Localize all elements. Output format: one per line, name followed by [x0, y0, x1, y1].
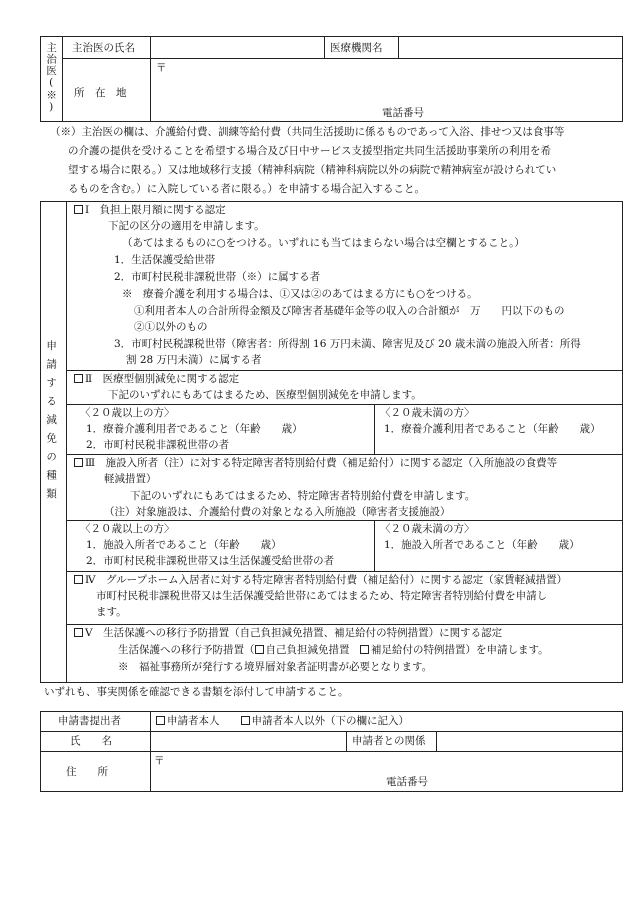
- doctor-name-field[interactable]: [152, 38, 322, 56]
- submitter-postal-mark: 〒: [154, 755, 165, 767]
- section3-note: （注）対象施設は、介護給付費の対象となる入所施設（障害者支援施設）: [104, 506, 451, 518]
- section1-option-1[interactable]: 1．生活保護受給世帯: [114, 254, 216, 266]
- doctor-note-line: 望する場合に限る。）又は地域移行支援（精神科病院（精神科病院以外の病院で精神病室が設けられてい: [68, 164, 557, 176]
- reduction-type-label: 申請する減免の種類: [45, 340, 58, 507]
- submitter-self-label: 申請者本人: [167, 715, 220, 727]
- submitter-phone-label: 電話番号: [386, 776, 428, 788]
- submitter-address-label: 住 所: [66, 766, 108, 778]
- checkbox[interactable]: [74, 575, 83, 584]
- section3-title-cont: 軽減措置）: [104, 473, 157, 485]
- section5-option-1: 自己負担減免措置: [265, 644, 350, 656]
- section2-right-item[interactable]: 1．療養介護利用者であること（年齢 歳）: [384, 423, 601, 435]
- section2-left-item[interactable]: 2．市町村民税非課税世帯の者: [86, 439, 230, 451]
- divider: [66, 520, 623, 521]
- section1-suboption-1[interactable]: ①利用者本人の合計所得金額及び障害者基礎年金等の収入の合計額が 万 円以下のもの: [134, 305, 565, 317]
- section1-title: Ⅰ 負担上限月額に関する認定: [74, 204, 226, 217]
- section3-right-head: 〈２０歳未満の方〉: [380, 523, 475, 535]
- submitter-other-checkbox[interactable]: [241, 716, 250, 725]
- divider: [40, 731, 623, 732]
- divider: [346, 731, 347, 751]
- doctor-address-label: 所 在 地: [74, 87, 127, 99]
- section5-note: ※ 福祉事務所が発行する境界層対象者証明書が必要となります。: [118, 661, 433, 673]
- section2-text: 下記のいずれにもあてはまるため、医療型個別減免を申請します。: [108, 389, 422, 401]
- doctor-phone-label: 電話番号: [382, 107, 424, 119]
- section5-text: 生活保護への移行予防措置（: [118, 644, 255, 656]
- footer-note: いずれも、事実関係を確認できる書類を添付して申請すること。: [44, 686, 349, 698]
- section5-line: [118, 644, 549, 657]
- checkbox[interactable]: [74, 374, 83, 383]
- section3-title: Ⅲ 施設入所者（注）に対する特定障害者特別給付費（補足給付）に関する認定（入所施設の食費等: [74, 457, 557, 470]
- divider: [66, 454, 623, 455]
- section5-title: Ⅴ 生活保護への移行予防措置（自己負担減免措置、補足給付の特例措置）に関する認定: [74, 627, 502, 640]
- section2-left-item[interactable]: 1．療養介護利用者であること（年齢 歳）: [86, 423, 303, 435]
- divider: [66, 624, 623, 625]
- submitter-other-label: 申請者本人以外（下の欄に記入）: [251, 715, 409, 727]
- institution-label: 医療機関名: [330, 42, 383, 54]
- submitter-options: [156, 715, 409, 728]
- section3-right-item[interactable]: 1．施設入所者であること（年齢 歳）: [384, 539, 580, 551]
- divider: [436, 731, 437, 751]
- section3-text: 下記のいずれにもあてはまるため、特定障害者特別給付費を申請します。: [130, 490, 476, 502]
- divider: [66, 571, 623, 572]
- doctor-side-label: 主治医(※): [45, 42, 58, 114]
- doctor-postal-mark: 〒: [156, 62, 167, 74]
- section5-option-2: 補足給付の特例措置: [371, 644, 466, 656]
- submitter-self-checkbox[interactable]: [156, 716, 165, 725]
- section4-text: 市町村民税非課税世帯又は生活保護受給世帯にあてはまるため、特定障害者特別給付費を申請し: [96, 590, 548, 602]
- section3-left-item[interactable]: 2．市町村民税非課税世帯又は生活保護受給世帯の者: [86, 555, 335, 567]
- divider: [374, 404, 375, 454]
- doctor-note-line: るものを含む。）に入院している者に限る。）を申請する場合記入すること。: [68, 183, 425, 195]
- divider: [40, 751, 623, 752]
- divider: [150, 36, 151, 122]
- section1-option-3[interactable]: 3．市町村民税課税世帯（障害者：所得割 16 万円未満、障害児及び 20 歳未満の施設入所者：所得: [114, 338, 581, 350]
- section4-title: Ⅳ グループホーム入居者に対する特定障害者特別給付費（補足給付）に関する認定（家賃軽減措置）: [74, 574, 567, 587]
- section5-text: ）を申請します。: [465, 644, 549, 656]
- section1-option-2[interactable]: 2．市町村民税非課税世帯（※）に属する者: [114, 271, 321, 283]
- section1-text: （あてはまるものに○をつける。いずれにも当てはまらない場合は空欄とすること。）: [122, 237, 525, 249]
- divider: [66, 404, 623, 405]
- supplementary-benefit-checkbox[interactable]: [360, 645, 369, 654]
- divider: [66, 370, 623, 371]
- doctor-note-line: （※）主治医の欄は、介護給付費、訓練等給付費（共同生活援助に係るものであって入浴、排せつ又は食事等: [50, 126, 565, 138]
- submitter-name-label: 氏 名: [70, 735, 112, 747]
- section1-text: 下記の区分の適用を申請します。: [108, 220, 265, 232]
- section2-left-head: 〈２０歳以上の方〉: [80, 407, 175, 419]
- doctor-name-label: 主治医の氏名: [72, 42, 135, 54]
- submitter-name-field[interactable]: [152, 733, 344, 749]
- section2-title: Ⅱ 医療型個別減免に関する認定: [74, 373, 239, 386]
- relation-field[interactable]: [438, 733, 620, 749]
- self-pay-reduction-checkbox[interactable]: [255, 645, 264, 654]
- divider: [398, 36, 399, 58]
- section3-left-item[interactable]: 1．施設入所者であること（年齢 歳）: [86, 539, 282, 551]
- institution-field[interactable]: [400, 38, 620, 56]
- divider: [374, 520, 375, 571]
- divider: [150, 711, 151, 792]
- divider: [62, 58, 623, 59]
- divider: [66, 201, 67, 683]
- relation-label: 申請者との関係: [352, 735, 426, 747]
- section1-option-3-cont: 割 28 万円未満）に属する者: [126, 354, 262, 366]
- checkbox[interactable]: [74, 458, 83, 467]
- checkbox[interactable]: [74, 205, 83, 214]
- divider: [62, 36, 63, 122]
- section3-left-head: 〈２０歳以上の方〉: [80, 523, 175, 535]
- section4-text: ます。: [96, 606, 127, 618]
- section1-suboption-2[interactable]: ②①以外のもの: [134, 321, 208, 333]
- checkbox[interactable]: [74, 628, 83, 637]
- doctor-note-line: の介護の提供を受けることを希望する場合及び日中サービス支援型指定共同生活援助事業所の利用を希: [68, 145, 551, 157]
- section2-right-head: 〈２０歳未満の方〉: [380, 407, 475, 419]
- submitter-label: 申請書提出者: [58, 715, 121, 727]
- divider: [324, 36, 325, 58]
- section1-note: ※ 療養介護を利用する場合は、①又は②のあてはまる方にも○をつける。: [122, 288, 478, 300]
